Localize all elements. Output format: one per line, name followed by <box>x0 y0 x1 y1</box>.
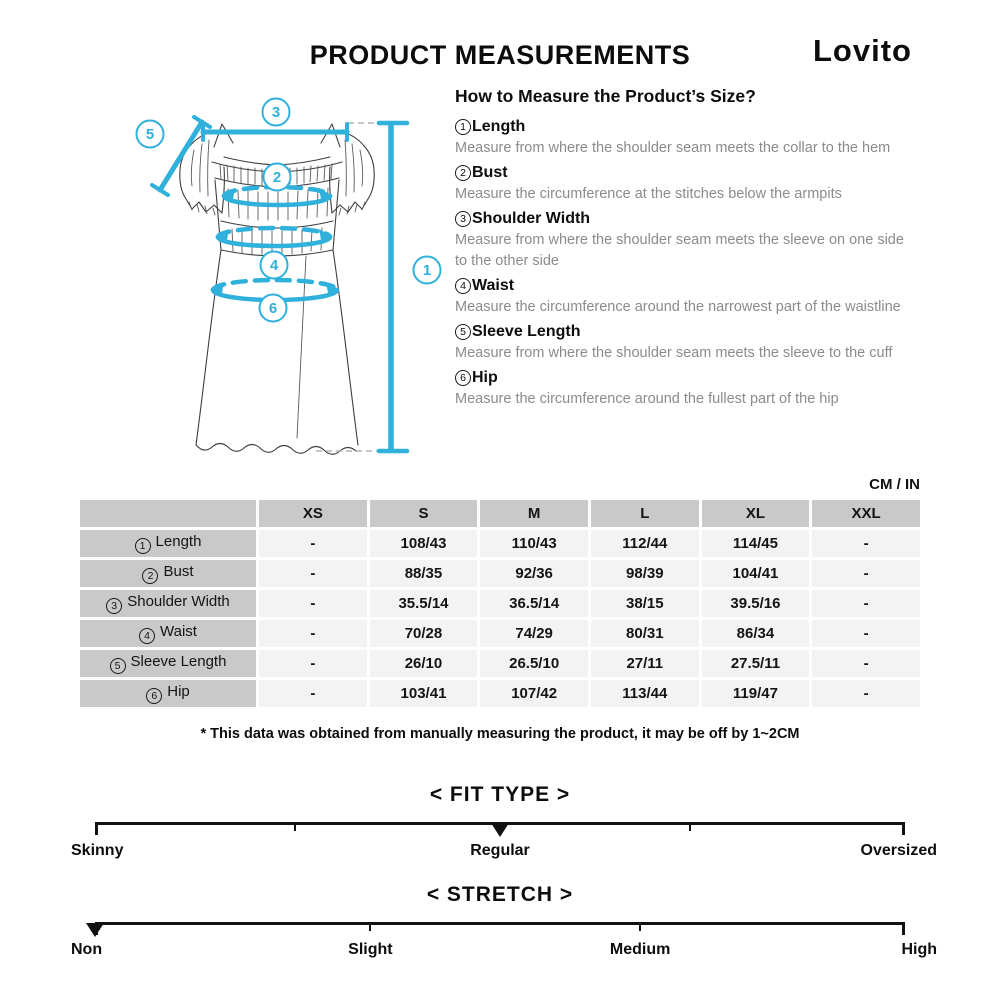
circled-number-icon: 6 <box>146 688 162 704</box>
size-value-cell: - <box>259 650 367 677</box>
circled-number-icon: 1 <box>455 119 471 135</box>
how-to-heading: How to Measure the Product’s Size? <box>455 86 756 106</box>
annotation-number-2: 2 <box>272 169 282 186</box>
col-header-xl: XL <box>702 500 810 527</box>
size-value-cell: - <box>259 590 367 617</box>
size-value-cell: 88/35 <box>370 560 478 587</box>
annotation-number-3: 3 <box>271 104 281 121</box>
stretch-label-non: Non <box>71 941 103 958</box>
table-row-sleeve-length <box>80 650 920 677</box>
circled-number-icon: 3 <box>455 211 471 227</box>
term-label: Length <box>472 118 526 135</box>
size-value-cell: 86/34 <box>702 620 810 647</box>
axis-endcap <box>95 822 98 835</box>
stretch-label-medium: Medium <box>609 941 671 958</box>
size-value-cell: 26.5/10 <box>480 650 588 677</box>
annotation-number-4: 4 <box>269 257 279 274</box>
stretch-label-slight: Slight <box>348 941 393 958</box>
table-row-bust <box>80 560 920 587</box>
term-label: Waist <box>472 277 515 294</box>
table-row-waist <box>80 620 920 647</box>
axis-tick <box>639 922 641 931</box>
measure-desc-length: Measure from where the shoulder seam meets the collar to the hem <box>455 140 891 156</box>
size-value-cell: - <box>259 620 367 647</box>
circled-number-icon: 5 <box>455 324 471 340</box>
size-value-cell: - <box>812 530 920 557</box>
measure-term-shoulder-width <box>455 208 930 230</box>
table-row-hip <box>80 680 920 707</box>
size-value-cell: 27.5/11 <box>702 650 810 677</box>
measure-desc-waist: Measure the circumference around the narrowest part of the waistline <box>455 299 901 315</box>
circled-number-icon: 4 <box>455 278 471 294</box>
row-label: Hip <box>167 683 190 700</box>
fit-label-regular: Regular <box>470 842 530 859</box>
row-label-cell <box>80 530 256 557</box>
measurement-disclaimer: * This data was obtained from manually measuring the product, it may be off by 1~2CM <box>200 726 800 742</box>
table-row-shoulder-width <box>80 590 920 617</box>
circled-number-icon: 1 <box>135 538 151 554</box>
size-value-cell: 98/39 <box>591 560 699 587</box>
measure-desc-hip: Measure the circumference around the fullest part of the hip <box>455 391 839 407</box>
size-value-cell: 36.5/14 <box>480 590 588 617</box>
col-header-xs: XS <box>259 500 367 527</box>
size-value-cell: 119/47 <box>702 680 810 707</box>
size-value-cell: 112/44 <box>591 530 699 557</box>
measure-term-hip <box>455 367 930 389</box>
size-table <box>77 497 923 710</box>
row-label: Waist <box>160 623 197 640</box>
circled-number-icon: 4 <box>139 628 155 644</box>
stretch-marker-icon <box>86 923 104 937</box>
axis-tick <box>689 822 691 831</box>
term-label: Sleeve Length <box>472 323 581 340</box>
stretch-label-high: High <box>901 941 937 958</box>
term-label: Bust <box>472 164 508 181</box>
dress-measurement-diagram <box>70 82 450 472</box>
waist-ellipse <box>218 237 330 246</box>
size-value-cell: 103/41 <box>370 680 478 707</box>
row-label: Sleeve Length <box>130 653 227 670</box>
axis-endcap <box>902 822 905 835</box>
measure-term-waist <box>455 275 930 297</box>
col-header-s: S <box>370 500 478 527</box>
row-label-cell <box>80 650 256 677</box>
row-label: Length <box>155 533 202 550</box>
stretch-scale <box>95 922 905 940</box>
size-value-cell: 92/36 <box>480 560 588 587</box>
table-row-length <box>80 530 920 557</box>
size-value-cell: - <box>812 650 920 677</box>
row-label-cell <box>80 680 256 707</box>
circled-number-icon: 2 <box>455 165 471 181</box>
row-label: Shoulder Width <box>127 593 230 610</box>
circled-number-icon: 2 <box>142 568 158 584</box>
sleeve-length-line <box>160 122 202 190</box>
term-label: Hip <box>472 369 498 386</box>
size-value-cell: 38/15 <box>591 590 699 617</box>
fit-label-skinny: Skinny <box>71 842 124 859</box>
measure-term-length <box>455 116 930 138</box>
table-header-row <box>80 500 920 527</box>
fit-type-marker-icon <box>491 823 509 837</box>
brand-logo: Lovito <box>813 33 912 68</box>
col-header-xxl: XXL <box>812 500 920 527</box>
size-value-cell: - <box>812 680 920 707</box>
page-title: PRODUCT MEASUREMENTS <box>309 40 691 70</box>
size-value-cell: 108/43 <box>370 530 478 557</box>
axis-endcap <box>902 922 905 935</box>
annotation-number-1: 1 <box>422 262 432 279</box>
size-value-cell: 80/31 <box>591 620 699 647</box>
row-label-cell <box>80 620 256 647</box>
axis-tick <box>369 922 371 931</box>
size-value-cell: 107/42 <box>480 680 588 707</box>
size-value-cell: - <box>259 530 367 557</box>
circled-number-icon: 6 <box>455 370 471 386</box>
col-header-m: M <box>480 500 588 527</box>
measure-term-sleeve-length <box>455 321 930 343</box>
size-value-cell: - <box>812 620 920 647</box>
measure-desc-sleeve-length: Measure from where the shoulder seam meets the sleeve to the cuff <box>455 345 893 361</box>
stretch-axis <box>95 922 905 925</box>
row-label-cell <box>80 590 256 617</box>
stretch-labels <box>71 941 937 961</box>
unit-label: CM / IN <box>869 476 920 493</box>
row-label: Bust <box>163 563 194 580</box>
fit-type-heading: < FIT TYPE > <box>429 783 571 806</box>
bust-ellipse <box>224 196 330 205</box>
fit-type-labels <box>71 842 937 862</box>
how-to-section <box>455 86 930 410</box>
size-value-cell: 114/45 <box>702 530 810 557</box>
measure-desc-bust: Measure the circumference at the stitches below the armpits <box>455 186 842 202</box>
row-label-cell <box>80 560 256 587</box>
col-header-l: L <box>591 500 699 527</box>
size-value-cell: 26/10 <box>370 650 478 677</box>
size-value-cell: 70/28 <box>370 620 478 647</box>
stretch-heading: < STRETCH > <box>426 883 574 906</box>
size-value-cell: - <box>812 590 920 617</box>
annotation-number-6: 6 <box>268 300 278 317</box>
size-value-cell: - <box>812 560 920 587</box>
size-value-cell: - <box>259 680 367 707</box>
annotation-number-5: 5 <box>145 126 155 143</box>
size-value-cell: 39.5/16 <box>702 590 810 617</box>
term-label: Shoulder Width <box>472 210 591 227</box>
size-value-cell: 74/29 <box>480 620 588 647</box>
size-value-cell: - <box>259 560 367 587</box>
size-value-cell: 110/43 <box>480 530 588 557</box>
fit-type-scale <box>95 822 905 840</box>
size-value-cell: 27/11 <box>591 650 699 677</box>
circled-number-icon: 3 <box>106 598 122 614</box>
measure-desc-shoulder-width: Measure from where the shoulder seam meets the sleeve on one side to the other side <box>455 232 904 269</box>
measure-term-bust <box>455 162 930 184</box>
size-value-cell: 104/41 <box>702 560 810 587</box>
size-value-cell: 113/44 <box>591 680 699 707</box>
circled-number-icon: 5 <box>110 658 126 674</box>
table-corner-cell <box>80 500 256 527</box>
dashed-guides <box>316 123 381 451</box>
fit-label-oversized: Oversized <box>860 842 937 859</box>
axis-tick <box>294 822 296 831</box>
size-value-cell: 35.5/14 <box>370 590 478 617</box>
